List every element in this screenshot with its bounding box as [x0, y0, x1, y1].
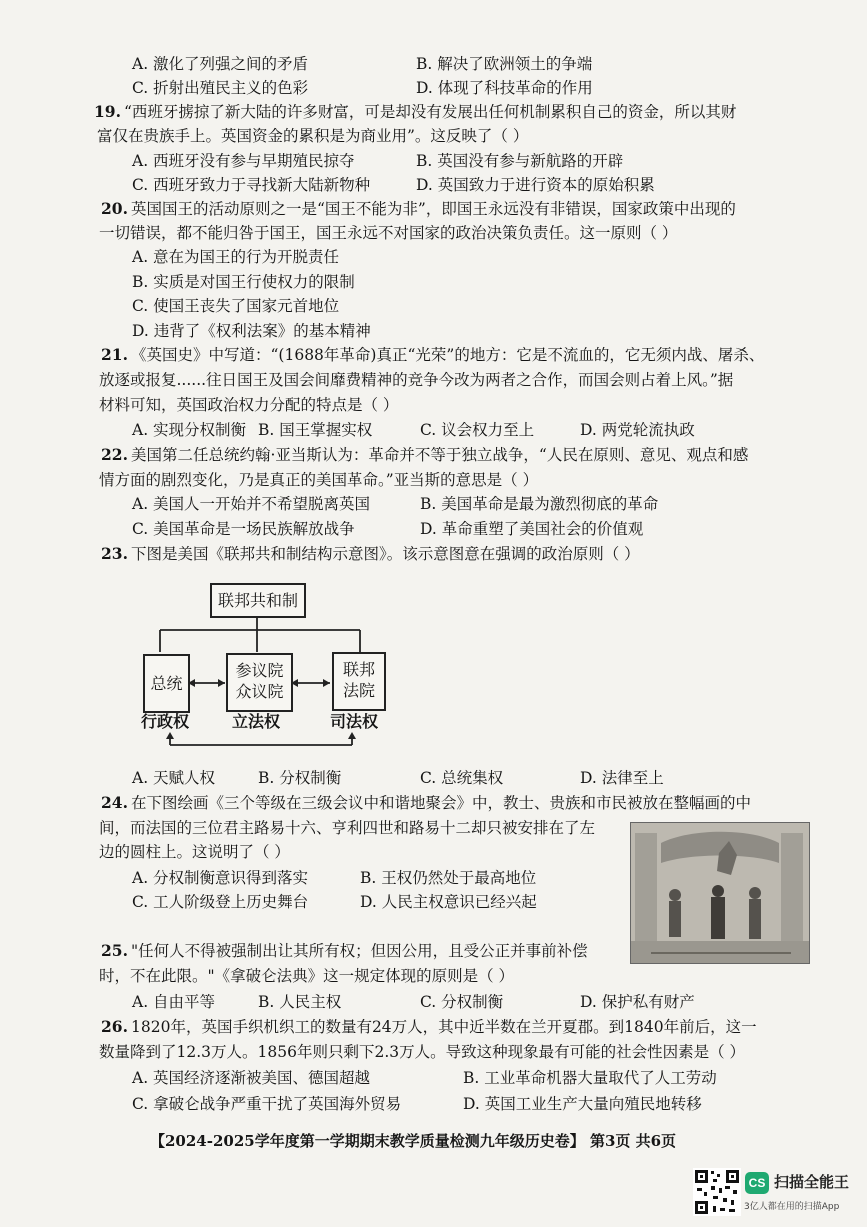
q23-option-d: D. 法律至上 [580, 769, 664, 787]
q19-stem-line2: 富仅在贵族手上。英国资金的累积是为商业用”。这反映了（ ） [97, 127, 529, 145]
q21-option-d: D. 两党轮流执政 [580, 421, 695, 439]
q26-stem-line1: 1820年，英国手织机织工的数量有24万人，其中近半数在兰开夏郡。到1840年前后，这一 [131, 1018, 757, 1036]
box-president: 总统 [143, 654, 190, 713]
box-court-label2: 法院 [342, 681, 375, 700]
q25-stem-line1: "任何人不得被强制出让其所有权；但因公用，且受公正并事前补偿 [131, 942, 588, 960]
q25-option-a: A. 自由平等 [132, 993, 216, 1011]
q18-option-c: C. 折射出殖民主义的色彩 [132, 79, 309, 97]
q20-stem-line2: 一切错误，都不能归咎于国王，国王永远不对国家的政治决策负责任。这一原则（ ） [99, 224, 678, 242]
q18-option-d: D. 体现了科技革命的作用 [416, 79, 593, 97]
q19-stem-line1: “西班牙掳掠了新大陆的许多财富，可是却没有发展出任何机制累积自己的资金，所以其财 [124, 103, 737, 121]
q23-stem-line1: 下图是美国《联邦共和制结构示意图》。该示意图意在强调的政治原则（ ） [131, 545, 640, 563]
arrowhead [348, 732, 356, 739]
q22-option-d: D. 革命重塑了美国社会的价值观 [420, 520, 644, 538]
q22-number: 22. [101, 445, 128, 464]
q26-option-c: C. 拿破仑战争严重干扰了英国海外贸易 [132, 1095, 402, 1113]
box-court-label1: 联邦 [342, 660, 375, 679]
q20-option-d: D. 违背了《权利法案》的基本精神 [132, 322, 371, 340]
camscanner-logo-icon: CS [745, 1172, 769, 1194]
q24-stem-line3: 边的圆柱上。这说明了（ ） [99, 843, 290, 861]
q20-number: 20. [101, 199, 128, 218]
q20-option-b: B. 实质是对国王行使权力的限制 [132, 273, 355, 291]
q26-stem-line2: 数量降到了12.3万人。1856年则只剩下2.3万人。导致这种现象最有可能的社会性因素是（ ） [99, 1043, 746, 1061]
q23-option-a: A. 天赋人权 [132, 769, 216, 787]
box-house-label: 众议院 [235, 682, 284, 701]
camscanner-tagline: 3亿人都在用的扫描App [744, 1202, 840, 1212]
qr-code-icon [693, 1168, 741, 1216]
q20-option-a: A. 意在为国王的行为开脱责任 [132, 248, 340, 266]
q22-option-b: B. 美国革命是最为激烈彻底的革命 [420, 495, 659, 513]
box-congress [226, 653, 293, 712]
label-judicial-power: 司法权 [330, 712, 379, 731]
q18-option-b: B. 解决了欧洲领土的争端 [416, 55, 593, 73]
q20-stem-line1: 英国国王的活动原则之一是“国王不能为非”，即国王永远没有非错误，国家政策中出现的 [131, 200, 736, 218]
q19-option-a: A. 西班牙没有参与早期殖民掠夺 [132, 152, 355, 170]
q25-option-c: C. 分权制衡 [420, 993, 504, 1011]
arrowhead [218, 679, 225, 687]
q21-stem-line2: 放逐或报复......往日国王及国会间靡费精神的竞争今改为两者之合作，而国会则占着上风。”据 [99, 371, 734, 389]
box-senate-label: 参议院 [235, 661, 284, 680]
q26-option-a: A. 英国经济逐渐被美国、德国超越 [132, 1069, 371, 1087]
box-federal-court [332, 652, 386, 711]
q19-number: 19. [94, 102, 121, 121]
q21-option-a: A. 实现分权制衡 [132, 421, 247, 439]
q26-number: 26. [101, 1017, 128, 1036]
q23-option-c: C. 总统集权 [420, 769, 504, 787]
q25-stem-line2: 时，不在此限。"《拿破仑法典》这一规定体现的原则是（ ） [99, 967, 515, 985]
q21-stem-line3: 材料可知，英国政治权力分配的特点是（ ） [99, 396, 399, 414]
q24-option-a: A. 分权制衡意识得到落实 [132, 869, 309, 887]
q25-option-d: D. 保护私有财产 [580, 993, 695, 1011]
q24-stem-line1: 在下图绘画《三个等级在三级会议中和谐地聚会》中，教士、贵族和市民被放在整幅画的中 [131, 794, 752, 812]
three-estates-painting-image [630, 822, 810, 964]
q19-option-c: C. 西班牙致力于寻找新大陆新物种 [132, 176, 371, 194]
q24-stem-line2: 间，而法国的三位君主路易十六、亨利四世和路易十二却只被安排在了左 [99, 819, 596, 837]
q22-stem-line1: 美国第二任总统约翰·亚当斯认为：革命并不等于独立战争，“人民在原则、意见、观点和感 [131, 446, 749, 464]
arrowhead [166, 732, 174, 739]
q23-option-b: B. 分权制衡 [258, 769, 342, 787]
q20-option-c: C. 使国王丧失了国家元首地位 [132, 297, 340, 315]
q21-option-c: C. 议会权力至上 [420, 421, 535, 439]
q19-option-d: D. 英国致力于进行资本的原始积累 [416, 176, 655, 194]
box-federal-republic: 联邦共和制 [210, 583, 306, 618]
q24-option-c: C. 工人阶级登上历史舞台 [132, 893, 309, 911]
label-legislative-power: 立法权 [232, 712, 281, 731]
q24-option-d: D. 人民主权意识已经兴起 [360, 893, 537, 911]
q22-option-a: A. 美国人一开始并不希望脱离英国 [132, 495, 371, 513]
camscanner-name: 扫描全能王 [774, 1173, 850, 1191]
q21-option-b: B. 国王掌握实权 [258, 421, 373, 439]
q22-stem-line2: 情方面的剧烈变化，乃是真正的美国革命。”亚当斯的意思是（ ） [99, 471, 539, 489]
q21-stem-line1: 《英国史》中写道：“(1688年革命)真正“光荣”的地方：它是不流血的，它无须内战、屠杀、 [131, 346, 765, 364]
q26-option-b: B. 工业革命机器大量取代了人工劳动 [463, 1069, 717, 1087]
q24-number: 24. [101, 793, 128, 812]
q23-number: 23. [101, 544, 128, 563]
painting-sketch [631, 823, 809, 963]
q22-option-c: C. 美国革命是一场民族解放战争 [132, 520, 355, 538]
q26-option-d: D. 英国工业生产大量向殖民地转移 [463, 1095, 702, 1113]
q25-number: 25. [101, 941, 128, 960]
label-executive-power: 行政权 [141, 712, 190, 731]
q24-option-b: B. 王权仍然处于最高地位 [360, 869, 537, 887]
arrowhead [323, 679, 330, 687]
q18-option-a: A. 激化了列强之间的矛盾 [132, 55, 309, 73]
q21-number: 21. [101, 345, 128, 364]
page-footer: 【2024-2025学年度第一学期期末教学质量检测九年级历史卷】 第3页 共6页 [150, 1132, 677, 1150]
qr-pattern [693, 1168, 741, 1216]
q25-option-b: B. 人民主权 [258, 993, 342, 1011]
q19-option-b: B. 英国没有参与新航路的开辟 [416, 152, 624, 170]
